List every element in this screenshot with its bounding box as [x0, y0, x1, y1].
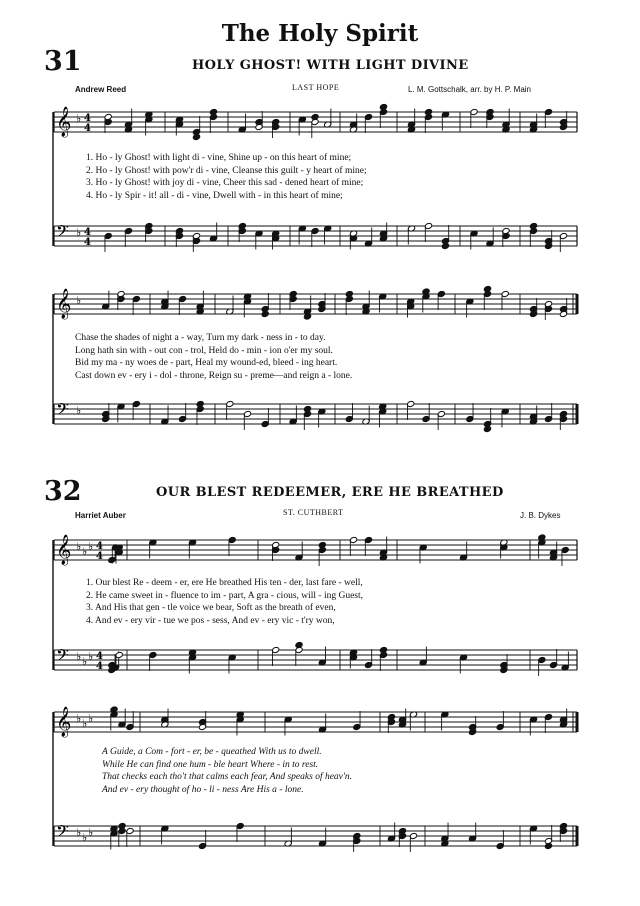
bass-clef-icon: 𝄢 [56, 821, 69, 845]
lyric-line: 3. And His that gen - tle voice we bear, Soft as the breath of even, [86, 603, 336, 614]
hymn-number: 31 [44, 46, 82, 77]
time-signature-bottom: 4 [84, 123, 91, 134]
flat-icon: ♭ [82, 545, 88, 558]
flat-icon: ♭ [76, 712, 82, 725]
flat-icon: ♭ [88, 650, 94, 663]
treble-clef-icon: 𝄞 [56, 535, 72, 565]
flat-icon: ♭ [76, 540, 82, 553]
lyric-line: 4. And ev - ery vir - tue we pos - sess, And ev - ery vic - t'ry won, [86, 615, 335, 626]
bass-clef-icon: 𝄢 [56, 645, 69, 669]
lyric-line: 2. Ho - ly Ghost! with pow'r di - vine, Cleanse this guilt - y heart of mine; [86, 165, 367, 176]
hymn-title: HOLY GHOST! WITH LIGHT DIVINE [192, 58, 469, 73]
bass-clef-icon: 𝄢 [56, 399, 69, 423]
tune-name: ST. CUTHBERT [283, 508, 344, 517]
treble-clef-icon: 𝄞 [56, 707, 72, 737]
bass-clef-icon: 𝄢 [56, 221, 69, 245]
lyric-line: 2. He came sweet in - fluence to im - part, A gra - cious, will - ing Guest, [86, 590, 364, 601]
lyric-line: 3. Ho - ly Ghost! with joy di - vine, Cheer this sad - dened heart of mine; [86, 178, 364, 189]
treble-clef-icon: 𝄞 [56, 289, 72, 319]
text-credit: Andrew Reed [75, 85, 127, 94]
hymn-title: OUR BLEST REDEEMER, ERE HE BREATHED [156, 485, 504, 500]
lyric-line: A Guide, a Com - fort - er, be - queathed With us to dwell. [102, 747, 322, 757]
flat-icon: ♭ [88, 826, 94, 839]
lyric-line: 1. Ho - ly Ghost! with light di - vine, Shine up - on this heart of mine; [86, 153, 352, 163]
music-credit: J. B. Dykes [520, 511, 561, 520]
flat-icon: ♭ [76, 294, 82, 307]
flat-icon: ♭ [82, 717, 88, 730]
text-credit: Harriet Auber [75, 511, 126, 520]
lyric-line: While He can find one hum - ble heart Where - in to rest. [102, 759, 319, 770]
page-title: The Holy Spirit [221, 20, 419, 47]
flat-icon: ♭ [76, 826, 82, 839]
flat-icon: ♭ [76, 112, 82, 125]
tune-name: LAST HOPE [292, 83, 340, 92]
flat-icon: ♭ [88, 712, 94, 725]
time-signature-top: 4 [96, 651, 103, 662]
flat-icon: ♭ [82, 831, 88, 844]
time-signature-bottom: 4 [84, 237, 91, 248]
lyric-line: Cast down ev - ery i - dol - throne, Reign su - preme—and reign a - lone. [75, 370, 353, 381]
lyric-line: That checks each tho't that calms each fear, And speaks of heav'n. [102, 772, 353, 783]
music-credit: L. M. Gottschalk, arr. by H. P. Main [408, 85, 532, 94]
time-signature-top: 4 [96, 541, 103, 552]
hymn-number: 32 [44, 476, 82, 507]
lyric-line: 4. Ho - ly Spir - it! all - di - vine, Dwell with - in this heart of mine; [86, 190, 343, 201]
lyric-line: Long hath sin with - out con - trol, Held do - min - ion o'er my soul. [75, 345, 333, 356]
flat-icon: ♭ [76, 404, 82, 417]
lyric-line: Bid my ma - ny woes de - part, Heal my wound-ed, bleed - ing heart. [75, 358, 338, 369]
lyric-line: 1. Our blest Re - deem - er, ere He breathed His ten - der, last fare - well, [86, 578, 363, 588]
time-signature-bottom: 4 [96, 661, 103, 672]
time-signature-top: 4 [84, 227, 91, 238]
time-signature-bottom: 4 [96, 551, 103, 562]
treble-clef-icon: 𝄞 [56, 107, 72, 137]
lyric-line: And ev - ery thought of ho - li - ness Are His a - lone. [102, 784, 304, 795]
flat-icon: ♭ [88, 540, 94, 553]
flat-icon: ♭ [76, 226, 82, 239]
flat-icon: ♭ [76, 650, 82, 663]
flat-icon: ♭ [82, 655, 88, 668]
lyric-line: Chase the shades of night a - way, Turn my dark - ness in - to day. [75, 333, 326, 343]
time-signature-top: 4 [84, 113, 91, 124]
